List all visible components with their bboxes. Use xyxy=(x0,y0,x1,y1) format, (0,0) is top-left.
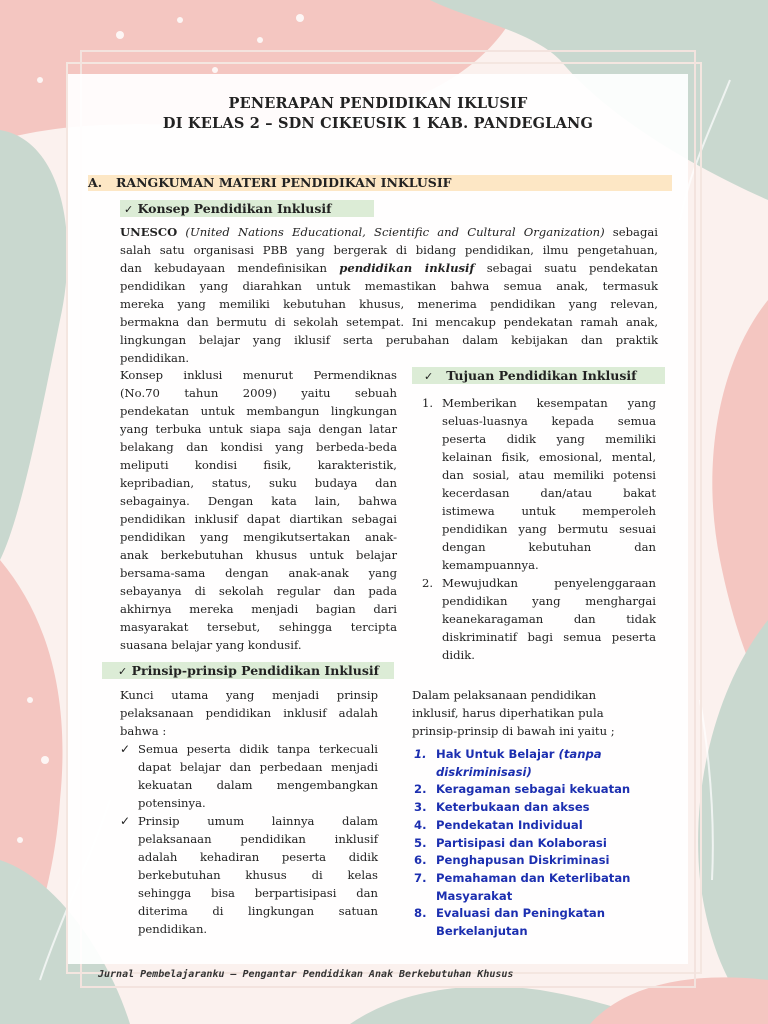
list-item: 2. Keragaman sebagai kekuatan xyxy=(414,782,631,797)
list-item: 5. Partisipasi dan Kolaborasi xyxy=(414,835,607,850)
page-title-line-2: DI KELAS 2 – SDN CIKEUSIK 1 KAB. PANDEGLANG xyxy=(162,115,594,132)
checkmark-icon: ✓ xyxy=(124,203,134,216)
tujuan-heading-label: Tujuan Pendidikan Inklusif xyxy=(446,368,637,383)
checkmark-icon: ✓ xyxy=(120,742,131,756)
paragraph-line: lingkungan belajar yang iklusif serta perubahan dalam kebijakan dan praktik xyxy=(120,333,658,347)
section-title: RANGKUMAN MATERI PENDIDIKAN INKLUSIF xyxy=(116,175,452,190)
list-item: 3. Keterbukaan dan akses xyxy=(414,800,590,815)
prinsip-heading-label: Prinsip-prinsip Pendidikan Inklusif xyxy=(131,663,380,678)
prinsip-numbered-list xyxy=(414,746,664,941)
term-pendidikan-inklusif: pendidikan inklusif xyxy=(339,261,475,275)
paragraph-line: pendidikan. xyxy=(120,351,190,365)
page-title-line-1: PENERAPAN PENDIDIKAN IKLUSIF xyxy=(228,95,528,112)
list-item: 2. Mewujudkan penyelenggaraan pendidikan yang menghargai keanekaragaman dan tidak diskriminatif bagi semua peserta didik. xyxy=(422,576,656,662)
list-item: 7. Pemahaman dan Keterlibatan Masyarakat xyxy=(414,870,631,903)
list-item: 4. Pendekatan Individual xyxy=(414,817,583,832)
list-item: ✓ Prinsip umum lainnya dalam pelaksanaan pendidikan inklusif adalah kehadiran peserta didik berkebutuhan khusus di kelas sehingga bisa berpartisipasi dan diterima di lingkungan satuan pendidikan. xyxy=(120,814,378,936)
list-item: 1. Memberikan kesempatan yang seluas-luasnya kepada semua peserta didik yang memiliki kelainan fisik, emosional, mental, dan sosial, atau memiliki potensi kecerdasan dan/atau bakat istimewa untuk memperoleh pendidikan yang bermutu sesuai dengan kebutuhan dan kemampuannya. xyxy=(422,396,656,572)
prinsip-intro: Kunci utama yang menjadi prinsip pelaksanaan pendidikan inklusif adalah bahwa : xyxy=(120,688,378,738)
tujuan-list xyxy=(422,394,656,664)
konsep-heading xyxy=(120,200,374,217)
paragraph-line: mereka yang memiliki kebutuhan khusus, menerima pendidikan yang relevan, xyxy=(120,297,658,311)
prinsip-bullets xyxy=(120,740,378,938)
unesco-expansion: (United Nations Educational, Scientific and Cultural Organization) xyxy=(185,225,605,239)
list-item: 6. Penghapusan Diskriminasi xyxy=(414,853,610,868)
section-number: A. xyxy=(88,175,103,190)
list-item: 8. Evaluasi dan Peningkatan Berkelanjutan xyxy=(414,906,605,939)
footer-journal-name: Jurnal Pembelajaranku – Pengantar Pendidikan Anak Berkebutuhan Khusus xyxy=(98,969,514,980)
paragraph-line: bermakna dan bermutu di sekolah setempat. Ini mencakup pendekatan ramah anak, xyxy=(120,315,658,329)
unesco-paragraph: UNESCO (United Nations Educational, Scientific and Cultural Organization) sebagai salah satu organisasi PBB yang bergerak di bidang pendidikan, ilmu pengetahuan, dan kebudayaan mendefinisikan pendidikan inklusif sebagai suatu pendekatan pendidikan yang diarahkan untuk memastikan bahwa semua anak, termasuk mereka yang memiliki kebutuhan khusus, menerima pendidikan yang relevan, bermakna dan bermutu di sekolah setempat. Ini mencakup pendekatan ramah anak, lingkungan belajar yang iklusif serta perubahan dalam kebijakan dan praktik pendidikan. xyxy=(120,225,658,365)
konsep-heading-label: Konsep Pendidikan Inklusif xyxy=(137,201,332,216)
unesco-term: UNESCO xyxy=(120,225,178,239)
list-item: ✓ Semua peserta didik tanpa terkecuali dapat belajar dan perbedaan menjadi kekuatan dalam mengembangkan potensinya. xyxy=(120,742,378,810)
checkmark-icon: ✓ xyxy=(120,814,131,828)
paragraph-line: pendidikan yang diarahkan untuk memastikan bahwa semua anak, termasuk xyxy=(120,279,658,293)
tujuan-heading xyxy=(412,367,665,384)
prinsip-right-intro: Dalam pelaksanaan pendidikan inklusif, harus diperhatikan pula prinsip-prinsip di bawah ini yaitu ; xyxy=(412,688,615,738)
list-item: 1. Hak Untuk Belajar (tanpa diskriminisasi) xyxy=(414,747,602,779)
checkmark-icon: ✓ xyxy=(118,665,128,678)
prinsip-heading xyxy=(102,662,394,679)
permendiknas-paragraph: Konsep inklusi menurut Permendiknas (No.70 tahun 2009) yaitu sebuah pendekatan untuk membangun lingkungan yang terbuka untuk siapa saja dengan latar belakang dan kondisi yang berbeda-beda meliputi kondisi fisik, karakteristik, kepribadian, status, suku budaya dan sebagainya. Dengan kata lain, bahwa pendidikan inklusif dapat diartikan sebagai pendidikan yang mengikutsertakan anak- anak berkebutuhan khusus untuk belajar bersama-sama dengan anak-anak yang sebayanya di sekolah regular dan pada akhirnya mereka menjadi bagian dari masyarakat tersebut, sehingga tercipta suasana belajar yang kondusif. xyxy=(120,368,397,652)
checkmark-icon: ✓ xyxy=(424,370,434,383)
section-heading xyxy=(88,175,672,191)
paragraph-line: salah satu organisasi PBB yang bergerak di bidang pendidikan, ilmu pengetahuan, xyxy=(120,243,658,257)
